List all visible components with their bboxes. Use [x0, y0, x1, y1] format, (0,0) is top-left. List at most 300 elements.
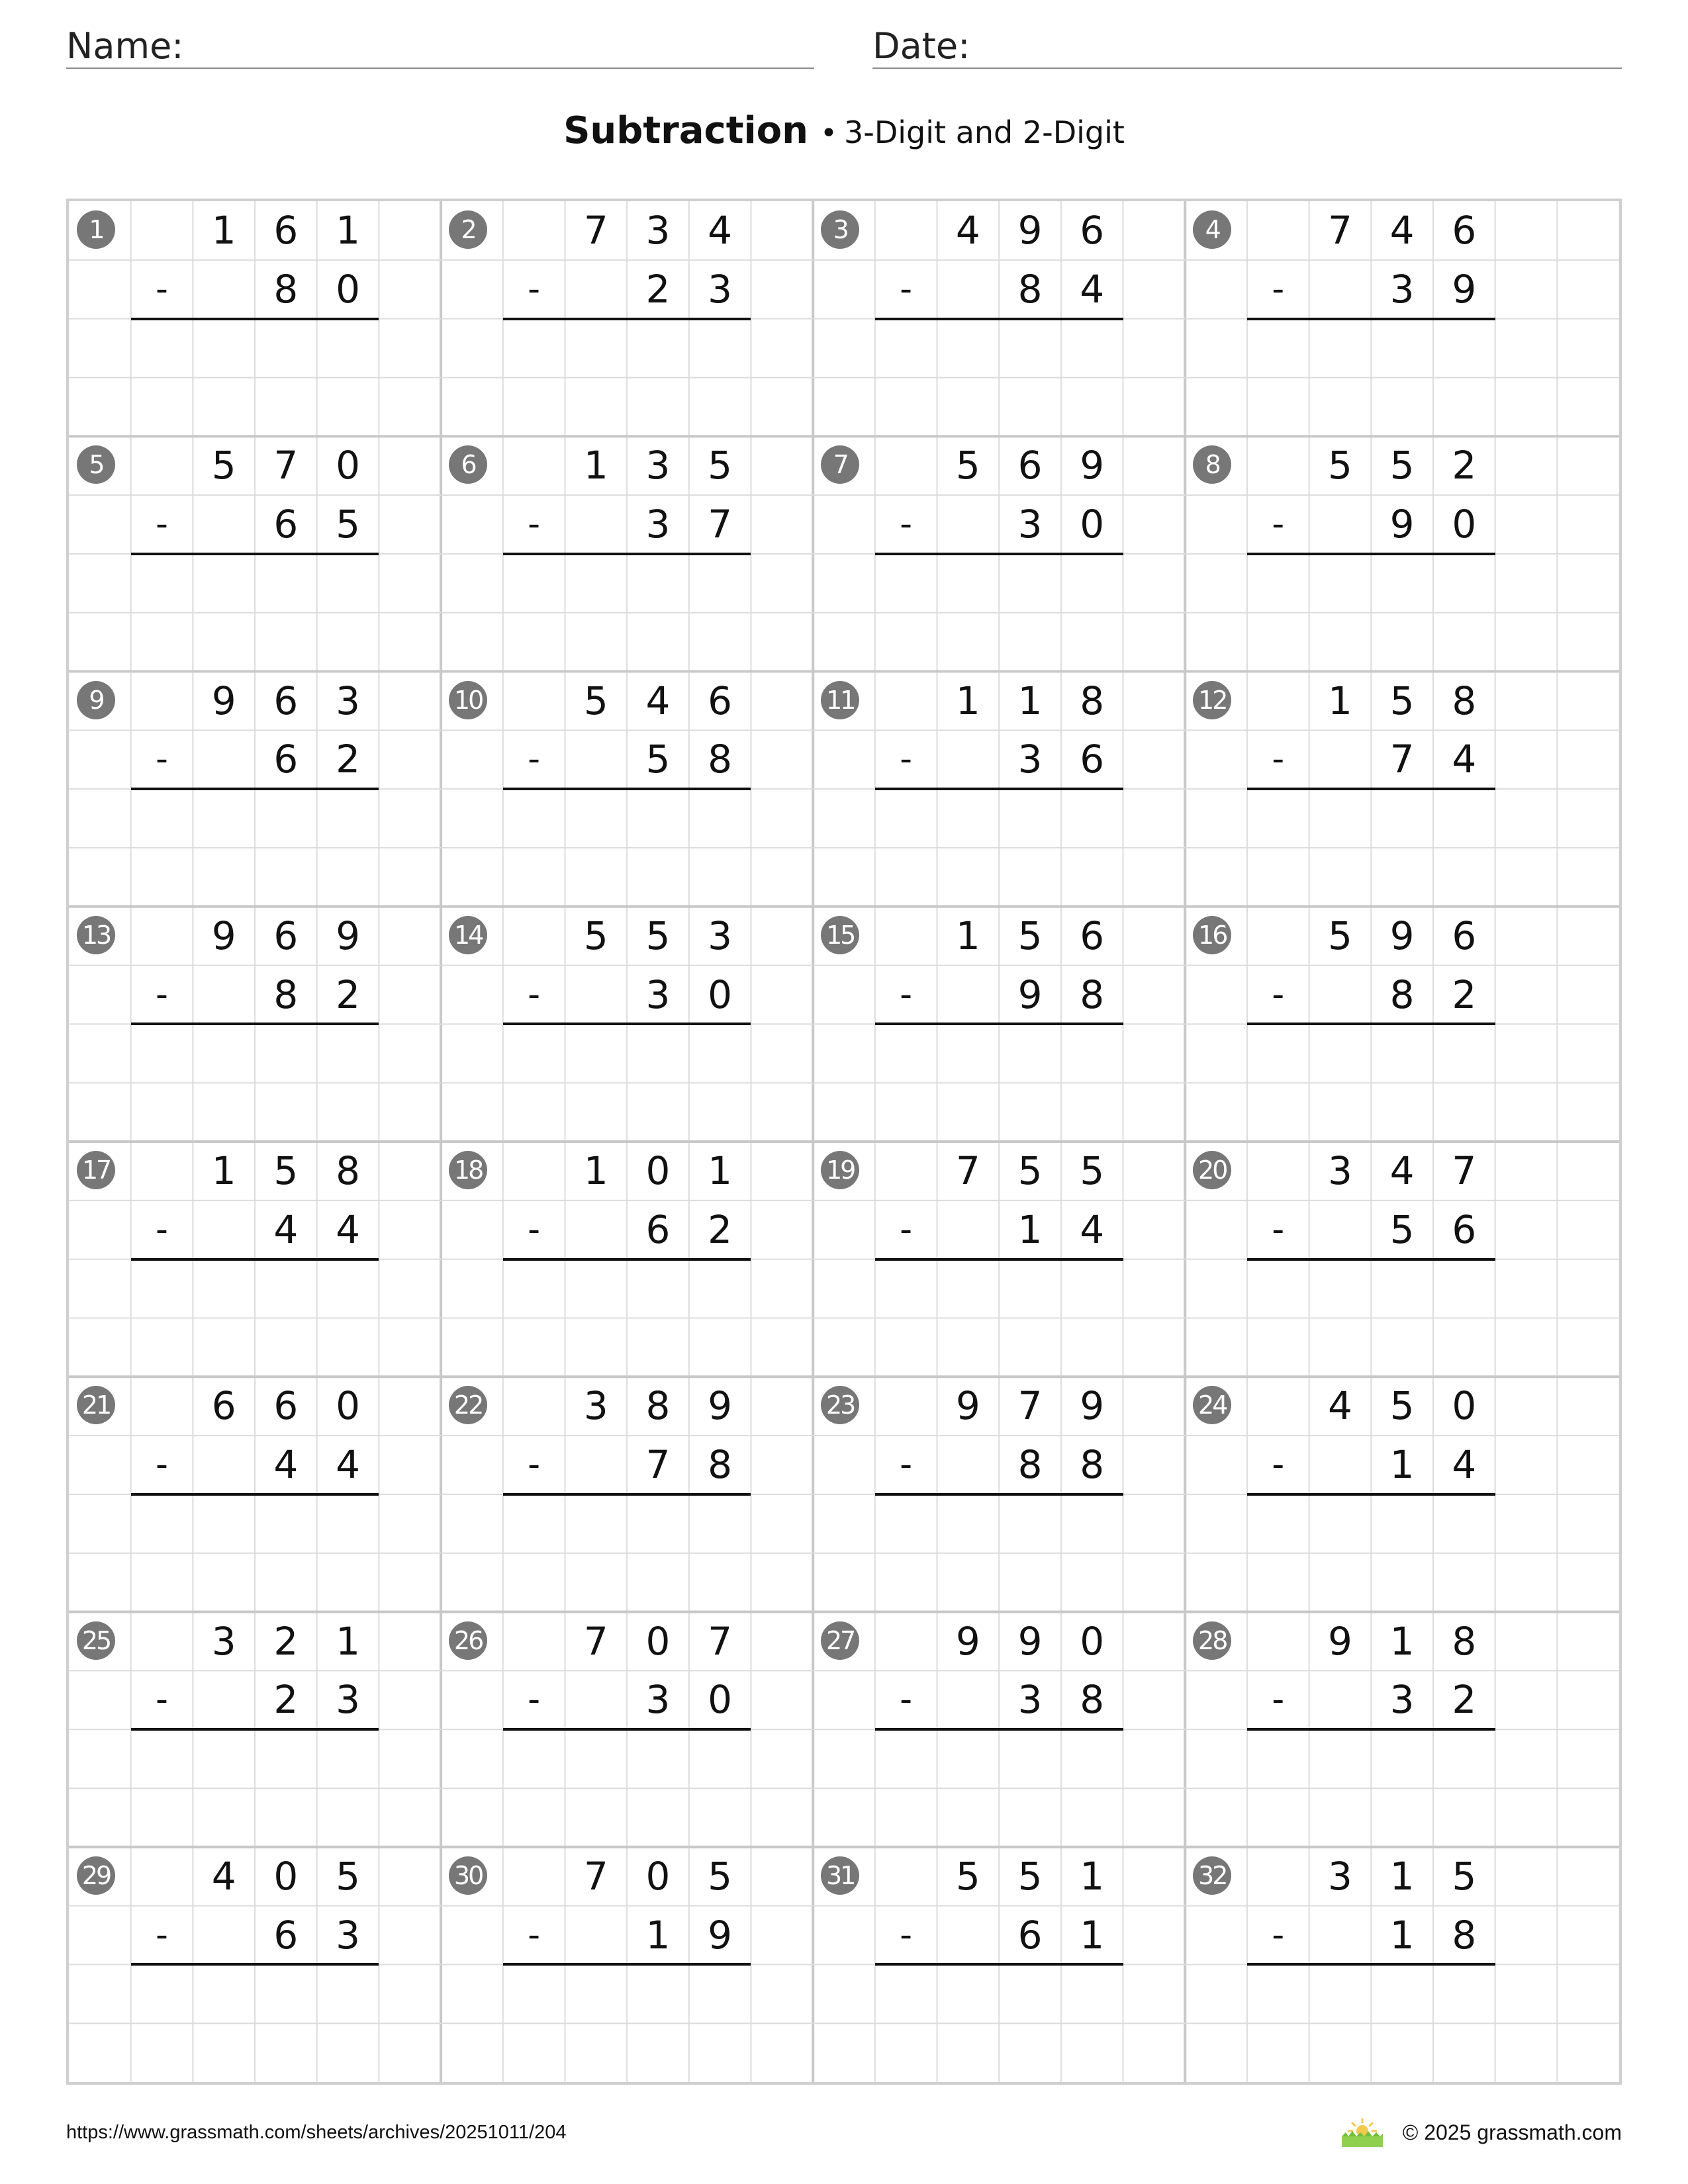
minuend-digit: 9 — [1017, 208, 1043, 253]
problem-21 — [69, 1377, 458, 1612]
subtrahend-digit: 3 — [645, 1677, 671, 1723]
minuend-digit: 7 — [583, 1618, 608, 1664]
minuend-digit: 9 — [955, 1618, 980, 1664]
answer-area[interactable] — [875, 1259, 1123, 1377]
problem-32 — [1185, 1847, 1574, 2083]
minuend-digit: 5 — [708, 443, 733, 488]
problem-number-badge: 32 — [1193, 1856, 1231, 1895]
minuend-digit: 9 — [1327, 1618, 1352, 1664]
minuend-digit: 8 — [1452, 1618, 1477, 1664]
subtrahend-digit: 4 — [1080, 1206, 1105, 1252]
minus-sign: - — [156, 739, 168, 780]
subtrahend-digit: 3 — [1017, 1677, 1043, 1723]
minuend-digit: 5 — [1327, 443, 1352, 488]
problem-23 — [813, 1377, 1202, 1612]
minuend-digit: 5 — [273, 1148, 299, 1193]
problem-number-badge: 30 — [449, 1856, 487, 1895]
problem-6 — [441, 436, 830, 672]
minuend-digit: 7 — [955, 1148, 980, 1193]
minus-sign: - — [1272, 1680, 1285, 1720]
answer-area[interactable] — [131, 1494, 379, 1612]
subtrahend-digit: 0 — [336, 266, 360, 312]
title-separator: • — [820, 116, 837, 150]
problem-29 — [69, 1847, 458, 2083]
subtrahend-digit: 7 — [708, 502, 733, 547]
minuend-digit: 4 — [955, 208, 980, 253]
problem-12 — [1185, 672, 1574, 907]
problem-number-badge: 3 — [821, 210, 859, 249]
problem-number-badge: 11 — [821, 681, 859, 719]
problem-15 — [813, 907, 1202, 1142]
problem-number-badge: 24 — [1193, 1386, 1231, 1424]
minus-sign: - — [1272, 1445, 1285, 1485]
minuend-digit: 5 — [955, 1853, 980, 1899]
minuend-digit: 5 — [955, 443, 980, 488]
minuend-digit: 2 — [1452, 443, 1477, 488]
problem-19 — [813, 1142, 1202, 1377]
answer-area[interactable] — [503, 554, 751, 672]
minuend-digit: 3 — [583, 1383, 608, 1429]
answer-area[interactable] — [1247, 1964, 1495, 2082]
minuend-digit: 9 — [211, 678, 236, 723]
subtrahend-digit: 8 — [1080, 1442, 1105, 1488]
answer-area[interactable] — [875, 1494, 1123, 1612]
problem-26 — [441, 1612, 830, 1848]
minuend-digit: 5 — [1389, 678, 1415, 723]
subtrahend-digit: 1 — [1080, 1912, 1105, 1958]
answer-area[interactable] — [131, 1259, 379, 1377]
minuend-digit: 3 — [211, 1618, 236, 1664]
subtrahend-digit: 4 — [1452, 737, 1477, 782]
subtrahend-digit: 3 — [1389, 266, 1415, 312]
subtrahend-digit: 0 — [1080, 502, 1105, 547]
problem-number-badge: 15 — [821, 916, 859, 954]
worksheet-title — [0, 105, 1688, 160]
problem-14 — [441, 907, 830, 1142]
minuend-digit: 9 — [955, 1383, 980, 1429]
minus-sign: - — [156, 269, 168, 309]
minuend-digit: 5 — [583, 913, 608, 958]
answer-area[interactable] — [503, 1964, 751, 2082]
minus-sign: - — [156, 974, 168, 1015]
minuend-digit: 4 — [211, 1853, 236, 1899]
minuend-digit: 6 — [273, 208, 299, 253]
footer-url[interactable]: https://www.grassmath.com/sheets/archives/20251011/204 — [66, 2122, 567, 2143]
answer-area[interactable] — [1247, 554, 1495, 672]
minus-sign: - — [528, 504, 540, 545]
subtrahend-digit: 8 — [273, 972, 299, 1017]
subtrahend-digit: 8 — [1452, 1912, 1477, 1958]
title-main: Subtraction — [563, 109, 809, 152]
answer-area[interactable] — [131, 319, 379, 437]
answer-area[interactable] — [131, 789, 379, 907]
minus-sign: - — [156, 1680, 168, 1720]
problem-number-badge: 29 — [77, 1856, 115, 1895]
problem-3 — [813, 201, 1202, 437]
minuend-digit: 6 — [1452, 208, 1477, 253]
minuend-digit: 1 — [336, 1618, 360, 1664]
minuend-digit: 2 — [273, 1618, 299, 1664]
minus-sign: - — [900, 739, 913, 780]
minuend-digit: 9 — [336, 913, 360, 958]
subtrahend-digit: 9 — [1389, 502, 1415, 547]
minus-sign: - — [528, 1209, 540, 1250]
minuend-digit: 6 — [708, 678, 733, 723]
minuend-digit: 9 — [1080, 443, 1105, 488]
problem-28 — [1185, 1612, 1574, 1848]
minuend-digit: 4 — [1327, 1383, 1352, 1429]
problem-27 — [813, 1612, 1202, 1848]
answer-area[interactable] — [1247, 789, 1495, 907]
subtrahend-digit: 0 — [708, 972, 733, 1017]
subtrahend-digit: 2 — [336, 737, 360, 782]
minuend-digit: 8 — [336, 1148, 360, 1193]
minus-sign: - — [156, 504, 168, 545]
minuend-digit: 6 — [1017, 443, 1043, 488]
subtrahend-digit: 3 — [336, 1677, 360, 1723]
minuend-digit: 7 — [1452, 1148, 1477, 1193]
problem-25 — [69, 1612, 458, 1848]
problem-number-badge: 12 — [1193, 681, 1231, 719]
subtrahend-digit: 5 — [1389, 1206, 1415, 1252]
minuend-digit: 1 — [1389, 1618, 1415, 1664]
problem-number-badge: 27 — [821, 1621, 859, 1660]
problem-number-badge: 4 — [1193, 210, 1231, 249]
minuend-digit: 8 — [645, 1383, 671, 1429]
minuend-digit: 5 — [1017, 1148, 1043, 1193]
minuend-digit: 5 — [1389, 1383, 1415, 1429]
problem-number-badge: 1 — [77, 210, 115, 249]
minus-sign: - — [156, 1209, 168, 1250]
problem-number-badge: 2 — [449, 210, 487, 249]
minus-sign: - — [1272, 504, 1285, 545]
grass-sun-logo-icon — [1339, 2116, 1385, 2148]
minuend-digit: 4 — [645, 678, 671, 723]
subtrahend-digit: 8 — [273, 266, 299, 312]
minuend-digit: 9 — [211, 913, 236, 958]
subtrahend-digit: 2 — [336, 972, 360, 1017]
minuend-digit: 1 — [955, 913, 980, 958]
problem-17 — [69, 1142, 458, 1377]
answer-area[interactable] — [1247, 1494, 1495, 1612]
minuend-digit: 0 — [1452, 1383, 1477, 1429]
problem-number-badge: 17 — [77, 1151, 115, 1189]
minuend-digit: 9 — [1389, 913, 1415, 958]
subtrahend-digit: 3 — [1389, 1677, 1415, 1723]
problem-8 — [1185, 436, 1574, 672]
minus-sign: - — [900, 974, 913, 1015]
minus-sign: - — [528, 1445, 540, 1485]
minus-sign: - — [156, 1445, 168, 1485]
minuend-digit: 6 — [273, 913, 299, 958]
subtrahend-digit: 4 — [273, 1442, 299, 1488]
minuend-digit: 5 — [1452, 1853, 1477, 1899]
problem-5 — [69, 436, 458, 672]
problem-16 — [1185, 907, 1574, 1142]
minus-sign: - — [1272, 269, 1285, 309]
subtrahend-digit: 1 — [1017, 1206, 1043, 1252]
minuend-digit: 7 — [583, 208, 608, 253]
minuend-digit: 1 — [583, 1148, 608, 1193]
subtrahend-digit: 1 — [1389, 1912, 1415, 1958]
subtrahend-digit: 2 — [1452, 972, 1477, 1017]
minuend-digit: 0 — [645, 1618, 671, 1664]
worksheet-grid — [66, 199, 1622, 2085]
subtrahend-digit: 4 — [1452, 1442, 1477, 1488]
minuend-digit: 3 — [336, 678, 360, 723]
answer-area[interactable] — [131, 554, 379, 672]
minus-sign: - — [1272, 739, 1285, 780]
minuend-digit: 7 — [708, 1618, 733, 1664]
copyright-text: © 2025 grassmath.com — [1402, 2120, 1622, 2144]
problem-number-badge: 7 — [821, 445, 859, 484]
minuend-digit: 6 — [273, 1383, 299, 1429]
minuend-digit: 0 — [645, 1853, 671, 1899]
subtrahend-digit: 4 — [336, 1442, 360, 1488]
problem-number-badge: 5 — [77, 445, 115, 484]
problem-22 — [441, 1377, 830, 1612]
problem-number-badge: 8 — [1193, 445, 1231, 484]
answer-area[interactable] — [1247, 1024, 1495, 1142]
subtrahend-digit: 6 — [1080, 737, 1105, 782]
answer-area[interactable] — [1247, 319, 1495, 437]
problem-number-badge: 14 — [449, 916, 487, 954]
problem-number-badge: 31 — [821, 1856, 859, 1895]
subtrahend-digit: 6 — [1452, 1206, 1477, 1252]
problem-number-badge: 9 — [77, 681, 115, 719]
problem-number-badge: 25 — [77, 1621, 115, 1660]
subtrahend-digit: 6 — [645, 1206, 671, 1252]
subtrahend-digit: 3 — [645, 502, 671, 547]
subtrahend-digit: 4 — [273, 1206, 299, 1252]
subtrahend-digit: 8 — [708, 1442, 733, 1488]
subtrahend-digit: 4 — [1080, 266, 1105, 312]
minuend-digit: 6 — [273, 678, 299, 723]
minuend-digit: 3 — [1327, 1853, 1352, 1899]
minuend-digit: 5 — [1389, 443, 1415, 488]
answer-area[interactable] — [503, 1024, 751, 1142]
minus-sign: - — [900, 1680, 913, 1720]
problem-20 — [1185, 1142, 1574, 1377]
subtrahend-digit: 4 — [336, 1206, 360, 1252]
minuend-digit: 8 — [1080, 678, 1105, 723]
problem-number-badge: 28 — [1193, 1621, 1231, 1660]
problem-9 — [69, 672, 458, 907]
subtrahend-digit: 6 — [273, 1912, 299, 1958]
problem-11 — [813, 672, 1202, 907]
subtrahend-digit: 5 — [336, 502, 360, 547]
problem-number-badge: 20 — [1193, 1151, 1231, 1189]
problem-10 — [441, 672, 830, 907]
minuend-digit: 1 — [336, 208, 360, 253]
minuend-digit: 5 — [211, 443, 236, 488]
problem-number-badge: 10 — [449, 681, 487, 719]
problem-13 — [69, 907, 458, 1142]
minuend-digit: 6 — [211, 1383, 236, 1429]
minuend-digit: 4 — [708, 208, 733, 253]
minuend-digit: 3 — [645, 443, 671, 488]
minuend-digit: 5 — [1327, 913, 1352, 958]
subtrahend-digit: 3 — [708, 266, 733, 312]
minus-sign: - — [528, 1915, 540, 1955]
answer-area[interactable] — [131, 1024, 379, 1142]
subtrahend-digit: 3 — [1017, 737, 1043, 782]
answer-area[interactable] — [875, 554, 1123, 672]
subtrahend-digit: 0 — [708, 1677, 733, 1723]
minuend-digit: 7 — [1017, 1383, 1043, 1429]
minus-sign: - — [1272, 1209, 1285, 1250]
subtrahend-digit: 3 — [336, 1912, 360, 1958]
minuend-digit: 6 — [1452, 913, 1477, 958]
answer-area[interactable] — [875, 1024, 1123, 1142]
answer-area[interactable] — [875, 789, 1123, 907]
problem-number-badge: 18 — [449, 1151, 487, 1189]
answer-area[interactable] — [503, 1494, 751, 1612]
problem-30 — [441, 1847, 830, 2083]
subtrahend-digit: 6 — [1017, 1912, 1043, 1958]
minuend-digit: 0 — [645, 1148, 671, 1193]
minuend-digit: 7 — [1327, 208, 1352, 253]
minuend-digit: 0 — [273, 1853, 299, 1899]
answer-area[interactable] — [503, 789, 751, 907]
minus-sign: - — [528, 739, 540, 780]
problem-number-badge: 23 — [821, 1386, 859, 1424]
subtrahend-digit: 3 — [1017, 502, 1043, 547]
subtrahend-digit: 2 — [1452, 1677, 1477, 1723]
minuend-digit: 1 — [211, 1148, 236, 1193]
subtrahend-digit: 1 — [645, 1912, 671, 1958]
subtrahend-digit: 0 — [1452, 502, 1477, 547]
minuend-digit: 8 — [1452, 678, 1477, 723]
name-label: Name: — [66, 25, 184, 67]
minuend-digit: 1 — [1080, 1853, 1105, 1899]
minuend-digit: 6 — [1080, 208, 1105, 253]
answer-area[interactable] — [503, 319, 751, 437]
minus-sign: - — [900, 269, 913, 309]
minuend-digit: 1 — [1389, 1853, 1415, 1899]
minuend-digit: 5 — [708, 1853, 733, 1899]
subtrahend-digit: 8 — [1080, 972, 1105, 1017]
minuend-digit: 1 — [583, 443, 608, 488]
answer-area[interactable] — [875, 1964, 1123, 2082]
title-subtitle: 3-Digit and 2-Digit — [843, 114, 1125, 150]
minuend-digit: 5 — [1080, 1148, 1105, 1193]
answer-area[interactable] — [875, 1729, 1123, 1847]
minuend-digit: 3 — [1327, 1148, 1352, 1193]
date-label: Date: — [872, 25, 970, 67]
minus-sign: - — [900, 1209, 913, 1250]
minuend-digit: 5 — [336, 1853, 360, 1899]
problem-31 — [813, 1847, 1202, 2083]
minus-sign: - — [1272, 974, 1285, 1015]
minuend-digit: 7 — [583, 1853, 608, 1899]
subtrahend-digit: 8 — [1080, 1677, 1105, 1723]
minuend-digit: 5 — [1017, 1853, 1043, 1899]
minuend-digit: 7 — [273, 443, 299, 488]
minuend-digit: 3 — [708, 913, 733, 958]
subtrahend-digit: 6 — [273, 502, 299, 547]
minuend-digit: 0 — [1080, 1618, 1105, 1664]
answer-area[interactable] — [503, 1259, 751, 1377]
answer-area[interactable] — [131, 1964, 379, 2082]
subtrahend-digit: 3 — [645, 972, 671, 1017]
date-field[interactable] — [872, 25, 1622, 69]
minuend-digit: 1 — [1017, 678, 1043, 723]
answer-area[interactable] — [1247, 1729, 1495, 1847]
subtrahend-digit: 5 — [645, 737, 671, 782]
minus-sign: - — [528, 974, 540, 1015]
subtrahend-digit: 2 — [645, 266, 671, 312]
answer-area[interactable] — [131, 1729, 379, 1847]
minuend-digit: 5 — [645, 913, 671, 958]
minus-sign: - — [900, 1445, 913, 1485]
subtrahend-digit: 9 — [708, 1912, 733, 1958]
minuend-digit: 1 — [955, 678, 980, 723]
minuend-digit: 5 — [1017, 913, 1043, 958]
minuend-digit: 4 — [1389, 208, 1415, 253]
minuend-digit: 9 — [708, 1383, 733, 1429]
problem-number-badge: 16 — [1193, 916, 1231, 954]
minuend-digit: 1 — [211, 208, 236, 253]
subtrahend-digit: 8 — [708, 737, 733, 782]
minuend-digit: 6 — [1080, 913, 1105, 958]
subtrahend-digit: 9 — [1017, 972, 1043, 1017]
minuend-digit: 5 — [583, 678, 608, 723]
answer-area[interactable] — [875, 319, 1123, 437]
minuend-digit: 9 — [1080, 1383, 1105, 1429]
minuend-digit: 0 — [336, 443, 360, 488]
problem-number-badge: 13 — [77, 916, 115, 954]
problem-4 — [1185, 201, 1574, 437]
subtrahend-digit: 8 — [1389, 972, 1415, 1017]
name-field[interactable] — [66, 25, 814, 69]
minus-sign: - — [528, 269, 540, 309]
answer-area[interactable] — [503, 1729, 751, 1847]
subtrahend-digit: 8 — [1017, 266, 1043, 312]
minuend-digit: 3 — [645, 208, 671, 253]
minus-sign: - — [1272, 1915, 1285, 1955]
problem-number-badge: 26 — [449, 1621, 487, 1660]
minuend-digit: 1 — [1327, 678, 1352, 723]
subtrahend-digit: 7 — [1389, 737, 1415, 782]
subtrahend-digit: 1 — [1389, 1442, 1415, 1488]
problem-number-badge: 21 — [77, 1386, 115, 1424]
problem-18 — [441, 1142, 830, 1377]
subtrahend-digit: 8 — [1017, 1442, 1043, 1488]
minuend-digit: 0 — [336, 1383, 360, 1429]
subtrahend-digit: 2 — [273, 1677, 299, 1723]
minus-sign: - — [900, 1915, 913, 1955]
answer-area[interactable] — [1247, 1259, 1495, 1377]
subtrahend-digit: 7 — [645, 1442, 671, 1488]
minus-sign: - — [156, 1915, 168, 1955]
minus-sign: - — [528, 1680, 540, 1720]
problem-number-badge: 6 — [449, 445, 487, 484]
minuend-digit: 4 — [1389, 1148, 1415, 1193]
subtrahend-digit: 2 — [708, 1206, 733, 1252]
minus-sign: - — [900, 504, 913, 545]
subtrahend-digit: 9 — [1452, 266, 1477, 312]
footer-brand — [1339, 2116, 1622, 2148]
problem-1 — [69, 201, 458, 437]
problem-24 — [1185, 1377, 1574, 1612]
problem-2 — [441, 201, 830, 437]
minuend-digit: 1 — [708, 1148, 733, 1193]
problem-number-badge: 22 — [449, 1386, 487, 1424]
problem-7 — [813, 436, 1202, 672]
subtrahend-digit: 6 — [273, 737, 299, 782]
minuend-digit: 9 — [1017, 1618, 1043, 1664]
